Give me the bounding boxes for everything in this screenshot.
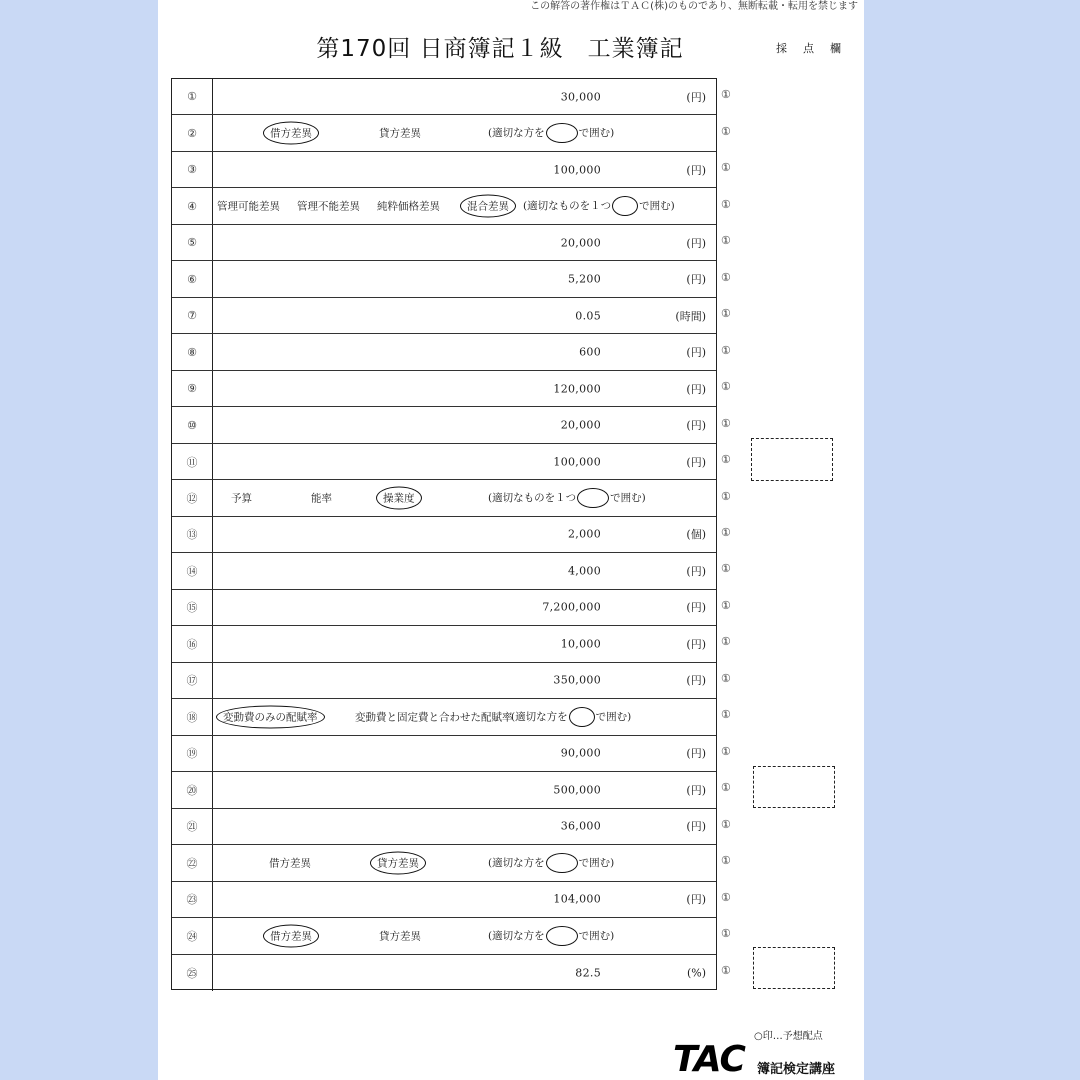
answer-row <box>172 188 716 224</box>
question-number: ㉓ <box>172 882 213 917</box>
instruction-prefix: (適切なものを１つ <box>488 492 577 504</box>
answer-cell[interactable] <box>213 480 716 515</box>
answer-value: 100,000 <box>553 163 601 177</box>
point-marker: ① <box>721 671 731 685</box>
answer-unit: (円) <box>686 90 706 104</box>
point-marker: ① <box>721 781 731 795</box>
choice-instruction <box>488 123 614 143</box>
question-number: ⑱ <box>172 699 213 734</box>
answer-value: 100,000 <box>553 455 601 469</box>
question-number: ⑯ <box>172 626 213 661</box>
question-number: ① <box>172 79 213 114</box>
tac-logo: TAC <box>673 1039 745 1080</box>
answer-cell[interactable] <box>213 553 716 588</box>
score-box-2[interactable] <box>753 766 835 808</box>
question-number: ⑤ <box>172 225 213 260</box>
point-marker: ① <box>721 963 731 977</box>
score-box-1[interactable] <box>751 438 833 481</box>
point-marker: ① <box>721 562 731 576</box>
answer-value: 30,000 <box>560 90 601 104</box>
instruction-suffix: で囲む) <box>610 492 646 504</box>
point-marker: ① <box>721 124 731 138</box>
answer-unit: (円) <box>686 747 706 761</box>
answer-cell[interactable] <box>213 517 716 552</box>
answer-value: 5,200 <box>568 272 601 286</box>
choice-instruction <box>511 707 631 727</box>
question-number: ⑲ <box>172 736 213 771</box>
instruction-suffix: で囲む) <box>578 929 615 942</box>
answer-unit: (時間) <box>675 309 706 323</box>
question-number: ⑬ <box>172 517 213 552</box>
answer-unit: (円) <box>686 419 706 433</box>
choice-option[interactable]: 管理可能差異 <box>217 200 280 213</box>
answer-cell[interactable] <box>213 626 716 661</box>
point-marker: ① <box>721 270 731 284</box>
question-number: ⑮ <box>172 590 213 625</box>
answer-cell[interactable] <box>213 809 716 844</box>
choice-option[interactable]: 能率 <box>311 492 332 505</box>
point-marker: ① <box>721 234 731 248</box>
answer-row <box>172 298 716 334</box>
answer-row <box>172 626 716 662</box>
answer-unit: (円) <box>686 637 706 651</box>
answer-unit: (個) <box>686 528 706 542</box>
answer-cell[interactable] <box>213 115 716 150</box>
answer-cell[interactable] <box>213 298 716 333</box>
point-legend: ○印…予想配点 <box>754 1031 823 1042</box>
answer-cell[interactable] <box>213 225 716 260</box>
answer-unit: (円) <box>686 820 706 834</box>
choice-option[interactable]: 貸方差異 <box>379 930 421 943</box>
answer-cell[interactable] <box>213 371 716 406</box>
score-column-label: 採点欄 <box>776 42 857 55</box>
question-number: ⑳ <box>172 772 213 807</box>
answer-cell[interactable] <box>213 334 716 369</box>
point-marker: ① <box>721 890 731 904</box>
selected-choice[interactable]: 操業度 <box>376 487 422 510</box>
answer-cell[interactable] <box>213 918 716 953</box>
choice-option[interactable]: 変動費と固定費と合わせた配賦率 <box>355 711 513 724</box>
circle-symbol-icon <box>546 123 578 143</box>
selected-choice[interactable]: 貸方差異 <box>370 851 426 874</box>
circle-symbol-icon <box>577 488 609 508</box>
answer-cell[interactable] <box>213 882 716 917</box>
question-number: ⑫ <box>172 480 213 515</box>
answer-row <box>172 444 716 480</box>
answer-unit: (円) <box>686 346 706 360</box>
point-marker: ① <box>721 380 731 394</box>
answer-row <box>172 699 716 735</box>
instruction-prefix: (適切な方を <box>488 127 545 140</box>
answer-row <box>172 663 716 699</box>
answer-cell[interactable] <box>213 772 716 807</box>
answer-row <box>172 371 716 407</box>
answer-row <box>172 79 716 115</box>
instruction-prefix: (適切な方を <box>511 710 568 723</box>
answer-cell[interactable] <box>213 188 716 223</box>
point-marker: ① <box>721 854 731 868</box>
question-number: ⑦ <box>172 298 213 333</box>
instruction-prefix: (適切な方を <box>488 856 545 869</box>
answer-cell[interactable] <box>213 590 716 625</box>
point-marker: ① <box>721 489 731 503</box>
copyright-notice: この解答の著作権はＴＡＣ(株)のものであり、無断転載・転用を禁じます <box>530 1 858 12</box>
answer-unit: (円) <box>686 382 706 396</box>
answer-row <box>172 955 716 991</box>
choice-instruction <box>488 853 614 873</box>
choice-option[interactable]: 管理不能差異 <box>297 200 360 213</box>
question-number: ⑭ <box>172 553 213 588</box>
question-number: ㉕ <box>172 955 213 991</box>
question-number: ④ <box>172 188 213 223</box>
question-number: ⑪ <box>172 444 213 479</box>
answer-cell[interactable] <box>213 845 716 880</box>
circle-symbol-icon <box>546 853 578 873</box>
point-marker: ① <box>721 708 731 722</box>
question-number: ⑰ <box>172 663 213 698</box>
answer-cell[interactable] <box>213 407 716 442</box>
answer-value: 4,000 <box>568 564 601 578</box>
selected-choice[interactable]: 借方差異 <box>263 924 319 947</box>
point-marker: ① <box>721 197 731 211</box>
answer-unit: (円) <box>686 564 706 578</box>
answer-value: 20,000 <box>560 236 601 250</box>
point-marker: ① <box>721 927 731 941</box>
tac-logo-subtitle: 簿記検定講座 <box>757 1062 836 1077</box>
answer-cell[interactable] <box>213 955 716 991</box>
answer-cell[interactable] <box>213 444 716 479</box>
point-marker: ① <box>721 453 731 467</box>
answer-value: 120,000 <box>553 382 601 396</box>
answer-cell[interactable] <box>213 152 716 187</box>
answer-value: 10,000 <box>560 637 601 651</box>
answer-row <box>172 334 716 370</box>
answer-unit: (円) <box>686 601 706 615</box>
answer-row <box>172 809 716 845</box>
choice-option[interactable]: 予算 <box>231 492 252 505</box>
answer-row <box>172 736 716 772</box>
answer-cell[interactable] <box>213 699 716 734</box>
answer-value: 36,000 <box>560 819 601 833</box>
score-box-3[interactable] <box>753 947 835 989</box>
point-marker: ① <box>721 416 731 430</box>
answer-unit: (円) <box>686 893 706 907</box>
point-marker: ① <box>721 343 731 357</box>
answer-value: 20,000 <box>560 418 601 432</box>
answer-unit: (円) <box>686 163 706 177</box>
answer-row <box>172 553 716 589</box>
selected-choice[interactable]: 借方差異 <box>263 122 319 145</box>
answer-value: 350,000 <box>553 673 601 687</box>
question-number: ⑥ <box>172 261 213 296</box>
answer-row <box>172 845 716 881</box>
point-marker: ① <box>721 744 731 758</box>
answer-value: 82.5 <box>575 966 601 980</box>
point-marker: ① <box>721 635 731 649</box>
circle-symbol-icon <box>569 707 595 727</box>
choice-option[interactable]: 借方差異 <box>269 857 311 870</box>
choice-instruction <box>488 926 614 946</box>
point-marker: ① <box>721 161 731 175</box>
instruction-suffix: で囲む) <box>578 856 615 869</box>
answer-value: 600 <box>579 345 601 359</box>
choice-option[interactable]: 貸方差異 <box>379 127 421 140</box>
question-number: ㉔ <box>172 918 213 953</box>
answer-unit: (円) <box>686 674 706 688</box>
answer-row <box>172 772 716 808</box>
instruction-suffix: で囲む) <box>578 127 615 140</box>
answer-cell[interactable] <box>213 261 716 296</box>
answer-row <box>172 882 716 918</box>
answer-row <box>172 480 716 516</box>
question-number: ⑧ <box>172 334 213 369</box>
answer-value: 104,000 <box>553 892 601 906</box>
question-number: ② <box>172 115 213 150</box>
circle-symbol-icon <box>612 196 638 216</box>
point-marker: ① <box>721 526 731 539</box>
answer-value: 2,000 <box>568 527 601 541</box>
answer-row <box>172 590 716 626</box>
answer-cell[interactable] <box>213 663 716 698</box>
answer-unit: (%) <box>686 966 706 980</box>
choice-instruction <box>488 488 646 508</box>
answer-value: 90,000 <box>560 746 601 760</box>
question-number: ⑨ <box>172 371 213 406</box>
answer-table <box>171 78 717 990</box>
question-number: ⑩ <box>172 407 213 442</box>
answer-row <box>172 152 716 188</box>
question-number: ㉒ <box>172 845 213 880</box>
answer-row <box>172 918 716 954</box>
answer-row <box>172 407 716 443</box>
page-title: 第170回 日商簿記１級 工業簿記 <box>316 36 684 62</box>
answer-row <box>172 261 716 297</box>
point-marker: ① <box>721 598 731 612</box>
instruction-suffix: で囲む) <box>595 710 632 723</box>
answer-unit: (円) <box>686 455 706 469</box>
answer-unit: (円) <box>686 783 706 797</box>
answer-unit: (円) <box>686 273 706 287</box>
question-number: ㉑ <box>172 809 213 844</box>
question-number: ③ <box>172 152 213 187</box>
answer-value: 500,000 <box>553 783 601 797</box>
instruction-suffix: で囲む) <box>639 200 675 213</box>
choice-option[interactable]: 純粋価格差異 <box>377 200 440 213</box>
answer-row <box>172 225 716 261</box>
point-marker: ① <box>721 817 731 831</box>
choice-instruction <box>523 196 675 216</box>
selected-choice[interactable]: 混合差異 <box>460 195 516 218</box>
answer-cell[interactable] <box>213 79 716 114</box>
instruction-prefix: (適切な方を <box>488 929 545 942</box>
answer-value: 0.05 <box>575 309 601 323</box>
selected-choice[interactable]: 変動費のみの配賦率 <box>216 705 325 728</box>
point-marker: ① <box>721 307 731 321</box>
answer-cell[interactable] <box>213 736 716 771</box>
point-marker: ① <box>721 88 731 102</box>
answer-unit: (円) <box>686 236 706 250</box>
answer-value: 7,200,000 <box>542 600 601 614</box>
instruction-prefix: (適切なものを１つ <box>523 200 612 213</box>
answer-row <box>172 115 716 151</box>
answer-row <box>172 517 716 553</box>
circle-symbol-icon <box>546 926 578 946</box>
